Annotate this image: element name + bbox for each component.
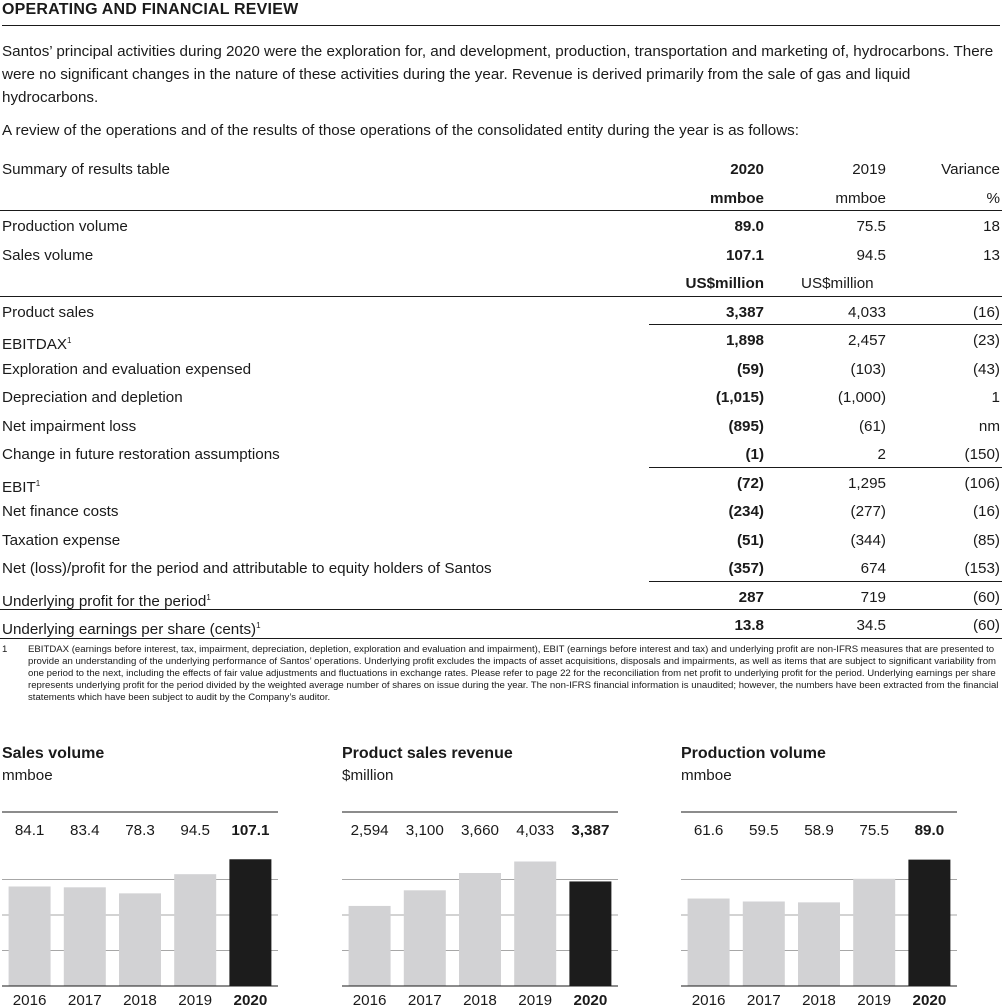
- value-variance: (153): [964, 560, 1000, 577]
- subtotal-rule: [649, 581, 1002, 582]
- value-variance: (43): [972, 360, 1000, 378]
- value-2020: (59): [736, 360, 764, 378]
- bar-2016: [349, 906, 391, 986]
- value-2020: (357): [728, 560, 764, 577]
- row-label: [2, 498, 119, 527]
- value-2019: (61): [858, 417, 886, 435]
- bar-2020: [229, 859, 271, 986]
- value-variance: nm: [978, 417, 1000, 435]
- value-2020: (1,015): [715, 389, 764, 406]
- value-2020: 107.1: [725, 246, 764, 264]
- row-label-text: Net finance costs: [2, 503, 119, 520]
- row-label: [2, 213, 128, 242]
- unit-2019-money: US$million: [801, 275, 874, 292]
- table-row: [0, 327, 1004, 356]
- table-row: [0, 384, 1004, 413]
- unit-2020-volume: mmboe: [709, 189, 764, 207]
- row-label: [2, 555, 492, 584]
- tick-label-2016: 2016: [691, 992, 726, 1008]
- value-2019: (277): [850, 503, 886, 520]
- value-2019: 2,457: [847, 332, 886, 349]
- tick-label-2016: 2016: [12, 992, 47, 1008]
- value-2019: 719: [860, 588, 886, 606]
- row-label-text: Sales volume: [2, 246, 94, 264]
- value-variance: (16): [972, 303, 1000, 321]
- bar-2018: [119, 893, 161, 986]
- row-label-text: Underlying earnings per share (cents): [2, 621, 257, 639]
- value-2020: (895): [728, 417, 764, 435]
- row-label: [2, 384, 183, 413]
- bar-2019: [514, 862, 556, 986]
- value-variance: 13: [983, 246, 1000, 264]
- value-2019: 94.5: [856, 246, 886, 264]
- row-label: [2, 612, 261, 645]
- value-2020: 3,387: [725, 303, 764, 321]
- summary-results-table: [0, 156, 1004, 641]
- row-label-text: Product sales: [2, 303, 95, 321]
- footnote-ref: 1: [35, 478, 41, 488]
- table-row: [0, 498, 1004, 527]
- value-2020: 13.8: [734, 617, 764, 634]
- table-row: [0, 584, 1004, 613]
- value-variance: 1: [991, 389, 1000, 406]
- value-2019: 1,295: [847, 474, 886, 492]
- value-2019: 2: [877, 446, 886, 463]
- footnote-ref: 1: [256, 621, 261, 630]
- row-label-text: Exploration and evaluation expensed: [2, 360, 252, 378]
- header-2020: 2020: [730, 161, 764, 178]
- value-variance: (60): [972, 617, 1000, 634]
- row-label: [2, 441, 280, 470]
- value-label-2017: 3,100: [405, 822, 444, 839]
- production-volume-chart-title: Production volume: [681, 745, 826, 762]
- product-sales-revenue-chart-title: Product sales revenue: [342, 745, 513, 762]
- footnote-ref: 1: [67, 336, 72, 345]
- sales-volume-chart-title: Sales volume: [2, 745, 105, 762]
- table-row: [0, 612, 1004, 641]
- value-variance: (60): [972, 588, 1000, 606]
- value-variance: (16): [972, 503, 1000, 520]
- sales-volume-chart: [2, 808, 278, 1008]
- value-2020: (1): [745, 446, 764, 463]
- bar-2020: [569, 881, 611, 986]
- value-label-2020: 89.0: [914, 822, 945, 839]
- value-label-2017: 59.5: [749, 822, 779, 839]
- tick-label-2017: 2017: [67, 992, 102, 1008]
- value-label-2020: 107.1: [231, 822, 270, 839]
- production-volume-chart: [681, 808, 957, 1008]
- value-variance: 18: [983, 218, 1000, 235]
- value-2020: 1,898: [725, 332, 764, 349]
- value-2020: (234): [728, 503, 764, 520]
- production-volume-chart-unit: mmboe: [681, 767, 732, 784]
- value-2019: 4,033: [847, 303, 886, 321]
- row-label: [2, 299, 94, 328]
- bar-2017: [743, 902, 785, 986]
- value-label-2018: 3,660: [460, 822, 500, 839]
- tick-label-2017: 2017: [746, 992, 781, 1008]
- bar-2017: [64, 887, 106, 986]
- header-2019: 2019: [852, 161, 886, 178]
- table-header-row: [0, 156, 1004, 185]
- table-row: [0, 413, 1004, 442]
- tick-label-2020: 2020: [233, 992, 268, 1008]
- row-label: [2, 413, 136, 442]
- bar-2019: [174, 874, 216, 986]
- row-label-text: Production volume: [2, 218, 128, 235]
- row-label-text: Net impairment loss: [2, 417, 137, 435]
- tick-label-2020: 2020: [573, 992, 608, 1008]
- tick-label-2016: 2016: [352, 992, 387, 1008]
- table-row: [0, 242, 1004, 271]
- value-variance: (85): [972, 531, 1000, 549]
- row-label-text: Change in future restoration assumptions: [2, 446, 280, 463]
- page-title: OPERATING AND FINANCIAL REVIEW: [2, 0, 1000, 26]
- bar-2020: [908, 860, 950, 986]
- value-label-2020: 3,387: [571, 822, 610, 839]
- subtotal-rule: [649, 324, 1002, 325]
- table-caption: Summary of results table: [2, 161, 170, 178]
- bar-2017: [404, 890, 446, 986]
- value-label-2019: 94.5: [180, 822, 210, 839]
- table-row: [0, 527, 1004, 556]
- header-variance: Variance: [941, 161, 1000, 178]
- value-2020: (72): [736, 474, 764, 492]
- table-unit-row-money: [0, 270, 1004, 299]
- value-label-2016: 84.1: [14, 822, 45, 839]
- table-row: [0, 213, 1004, 242]
- bar-2016: [688, 899, 730, 986]
- value-label-2016: 2,594: [350, 822, 389, 839]
- tick-label-2018: 2018: [802, 992, 836, 1008]
- value-variance: (23): [972, 332, 1000, 349]
- row-label-text: Depreciation and depletion: [2, 389, 183, 406]
- bar-2018: [798, 902, 840, 986]
- table-bottom-rule: [0, 638, 1002, 639]
- tick-label-2019: 2019: [857, 992, 892, 1008]
- tick-label-2020: 2020: [912, 992, 947, 1008]
- row-label: [2, 527, 120, 556]
- value-2020: 287: [738, 588, 764, 606]
- table-row: [0, 441, 1004, 470]
- row-label: [2, 356, 251, 385]
- footnote-text: EBITDAX (earnings before interest, tax, impairment, depreciation, depletion, exploration and evaluation and impairment), EBIT (earnings before interest and tax) and underlying profit are non-IFRS measures that are presented to provide an understanding of the underlying performance of Santos’ operations. Underlying profit excludes the impacts of asset acquisitions, disposals and impairments, as well as items that are subject to significant variability from one period to the next, including the effects of fair value adjustments and fluctuations in exchange rates. Please refer to page 22 for the reconciliation from net profit to underlying profit for the period. Underlying earnings per share represents underlying profit for the period divided by the weighted average number of shares on issue during the year. The non-IFRS financial information is unaudited; however, the numbers have been extracted from the financial statements which have been subject to audit by the Company’s auditor.: [28, 644, 999, 703]
- value-label-2019: 4,033: [516, 822, 555, 839]
- tick-label-2019: 2019: [518, 992, 553, 1008]
- row-label-text: EBIT: [2, 478, 36, 496]
- value-2019: (344): [850, 531, 886, 549]
- review-intro-paragraph: A review of the operations and of the results of those operations of the consolidated entity during the year is as follows:: [2, 122, 799, 139]
- value-2020: (51): [736, 531, 764, 549]
- row-label-text: Net (loss)/profit for the period and attributable to equity holders of Santos: [2, 560, 492, 577]
- value-2020: 89.0: [734, 218, 764, 235]
- value-variance: (106): [964, 474, 1000, 492]
- table-row: [0, 470, 1004, 499]
- tick-label-2017: 2017: [407, 992, 442, 1008]
- table-row: [0, 555, 1004, 584]
- unit-2020-money: US$million: [685, 275, 764, 292]
- sales-volume-chart-unit: mmboe: [2, 767, 53, 784]
- value-label-2017: 83.4: [70, 822, 100, 839]
- bar-2019: [853, 879, 895, 986]
- product-sales-revenue-chart-unit: $million: [342, 767, 394, 784]
- value-label-2019: 75.5: [859, 822, 889, 839]
- header-rule: [0, 210, 1002, 211]
- tick-label-2018: 2018: [123, 992, 157, 1008]
- intro-paragraph: Santos’ principal activities during 2020 were the exploration for, and development, production, transportation and marketing of, hydrocarbons. There were no significant changes in the nature of these activities during the year. Revenue is derived primarily from the sale of gas and liquid hydrocarbons.: [2, 43, 994, 106]
- bar-2016: [9, 886, 51, 986]
- value-2019: (1,000): [837, 389, 886, 406]
- table-row: [0, 356, 1004, 385]
- value-label-2018: 78.3: [125, 822, 155, 839]
- row-label-text: Underlying profit for the period: [2, 592, 207, 610]
- row-rule: [0, 609, 1002, 610]
- row-label: [2, 242, 93, 271]
- tick-label-2019: 2019: [178, 992, 213, 1008]
- product-sales-revenue-chart: [342, 808, 618, 1008]
- tick-label-2018: 2018: [463, 992, 497, 1008]
- value-2019: 674: [860, 560, 886, 577]
- value-2019: 34.5: [856, 617, 886, 634]
- money-header-rule: [0, 296, 1002, 297]
- value-2019: (103): [850, 360, 886, 378]
- subtotal-rule: [649, 467, 1002, 468]
- value-label-2018: 58.9: [804, 822, 834, 839]
- table-row: [0, 299, 1004, 328]
- value-2019: 75.5: [856, 218, 886, 235]
- footnote-number: 1: [2, 644, 8, 655]
- value-variance: (150): [964, 446, 1000, 463]
- table-unit-row-volume: [0, 185, 1004, 214]
- row-label-text: Taxation expense: [2, 531, 121, 549]
- row-label-text: EBITDAX: [2, 336, 67, 354]
- bar-2018: [459, 873, 501, 986]
- value-label-2016: 61.6: [693, 822, 724, 839]
- unit-variance: %: [986, 189, 1000, 207]
- unit-2019-volume: mmboe: [835, 189, 886, 207]
- footnote-ref: 1: [206, 592, 211, 602]
